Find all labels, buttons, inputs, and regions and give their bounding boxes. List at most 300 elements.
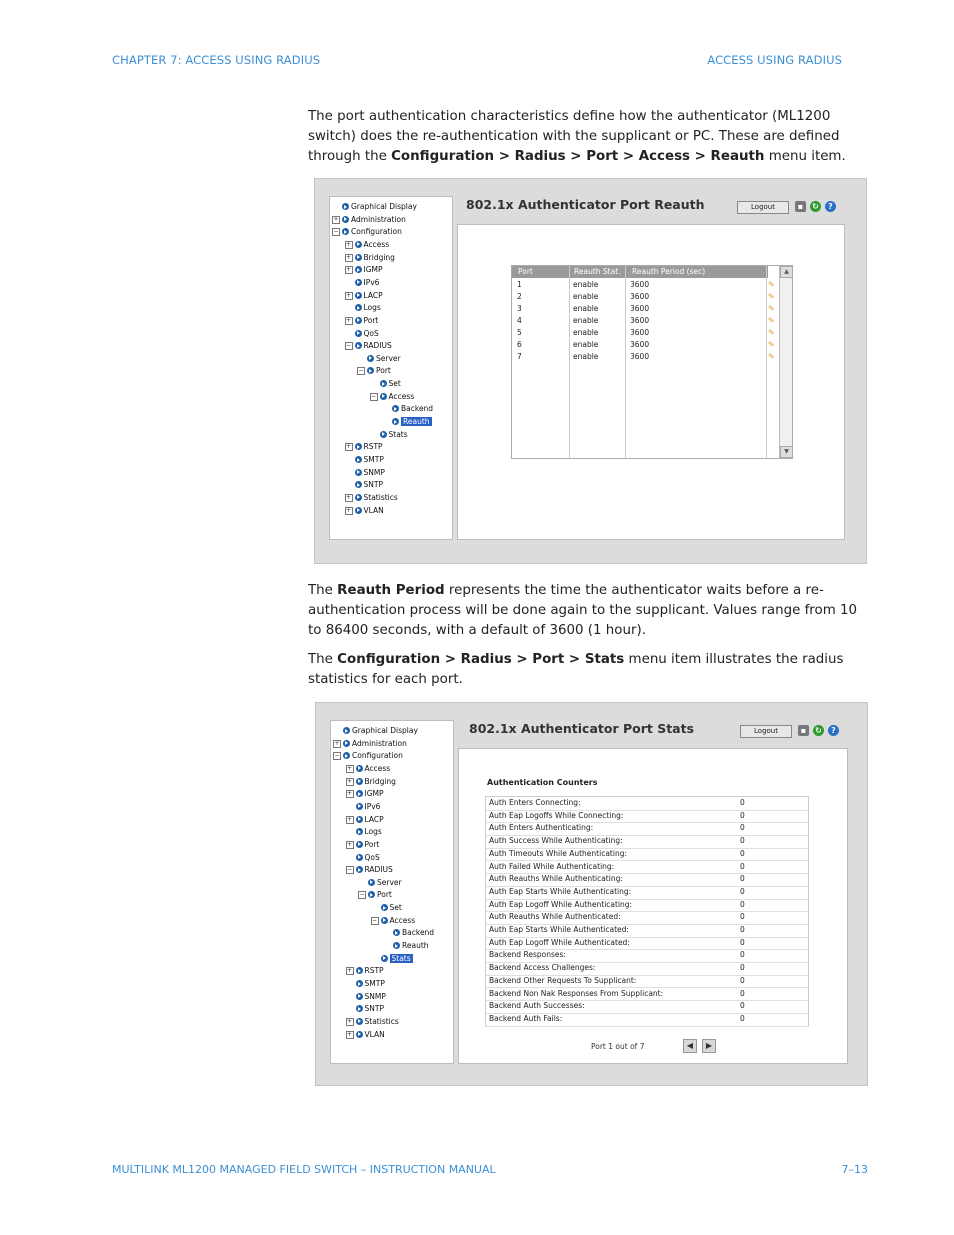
collapse-icon[interactable]: − <box>370 392 377 400</box>
counter-value: 0 <box>740 836 745 846</box>
collapse-icon[interactable]: − <box>346 866 353 874</box>
nav-item-label: Port <box>376 366 391 376</box>
node-arrow-icon <box>356 980 363 987</box>
edit-pencil-icon[interactable]: ✎ <box>768 304 775 313</box>
table-cell: 3600 <box>630 304 650 313</box>
nav-item[interactable] <box>355 328 379 340</box>
edit-pencil-icon[interactable]: ✎ <box>768 328 775 337</box>
counter-value: 0 <box>740 886 745 896</box>
nav-item-label: VLAN <box>364 1029 385 1039</box>
expand-icon[interactable]: + <box>345 443 352 451</box>
nav-item[interactable] <box>346 788 384 800</box>
expand-icon[interactable]: + <box>345 266 352 274</box>
expand-icon[interactable]: + <box>345 253 352 261</box>
nav-item[interactable] <box>334 738 407 750</box>
table-row <box>512 351 778 363</box>
table-cell: enable <box>573 340 599 349</box>
nav-item[interactable] <box>356 991 386 1003</box>
node-arrow-icon <box>355 469 362 476</box>
node-arrow-icon <box>355 507 362 514</box>
collapse-icon[interactable]: − <box>334 752 340 760</box>
node-arrow-icon <box>342 228 349 235</box>
nav-item[interactable] <box>355 454 384 466</box>
counter-label: Backend Other Requests To Supplicant: <box>489 975 637 985</box>
node-arrow-icon <box>393 929 400 936</box>
nav-item-label: Port <box>364 839 380 849</box>
expand-icon[interactable]: + <box>346 967 353 975</box>
node-arrow-icon <box>343 727 350 734</box>
counter-row <box>486 911 808 925</box>
scroll-down-icon[interactable]: ▼ <box>780 446 793 458</box>
nav-item[interactable] <box>345 441 383 453</box>
counter-value: 0 <box>740 798 745 807</box>
nav-item[interactable] <box>345 264 383 276</box>
table-row <box>512 279 778 291</box>
nav-item[interactable] <box>356 1003 384 1015</box>
nav-item-label: Reauth <box>402 941 429 951</box>
nav-item-label: Backend <box>402 928 435 938</box>
nav-item[interactable] <box>392 416 432 428</box>
nav-item-label: IPv6 <box>363 277 380 287</box>
nav-item-label: Administration <box>352 738 407 748</box>
para3-menu-path: Configuration > Radius > Port > Stats <box>337 652 625 667</box>
node-arrow-icon <box>356 816 363 823</box>
counter-label: Backend Responses: <box>489 950 566 960</box>
nav-item-label: Stats <box>388 429 408 439</box>
nav-item[interactable] <box>380 429 408 441</box>
manual-footer: MULTILINK ML1200 MANAGED FIELD SWITCH – INSTRUCTION MANUAL <box>112 1163 496 1176</box>
col-reauth-period: Reauth Period (sec) <box>632 267 706 276</box>
edit-pencil-icon[interactable]: ✎ <box>768 292 775 301</box>
help-icon[interactable]: ? <box>828 725 839 736</box>
table-row <box>512 291 778 303</box>
nav-item[interactable] <box>346 839 380 851</box>
table-cell: enable <box>573 280 599 289</box>
para1-text-1: The port authentication characteristics define how the authenticator (ML1200 switch) does the re-authentication with the supplicant or PC. These are defined through the <box>308 109 840 164</box>
counter-row <box>486 899 808 913</box>
nav-item[interactable] <box>345 340 392 352</box>
expand-icon[interactable]: + <box>346 1017 353 1025</box>
nav-item[interactable] <box>345 290 383 302</box>
node-arrow-icon <box>355 494 362 501</box>
nav-item-label: Configuration <box>351 227 402 237</box>
counter-label: Backend Auth Successes: <box>489 1001 585 1011</box>
nav-item-label: Backend <box>401 404 434 414</box>
nav-item[interactable] <box>381 953 413 965</box>
intro-paragraph <box>308 107 870 167</box>
expand-icon[interactable]: + <box>345 493 352 501</box>
nav-item[interactable] <box>333 226 402 238</box>
node-arrow-icon <box>367 355 374 362</box>
counter-label: Auth Eap Starts While Authenticated: <box>489 925 629 934</box>
node-arrow-icon <box>355 254 362 261</box>
pager-text: Port 1 out of 7 <box>591 1042 645 1051</box>
nav-item-label: RADIUS <box>364 865 393 875</box>
counter-label: Auth Eap Logoff While Authenticating: <box>489 899 633 909</box>
counter-label: Backend Auth Fails: <box>489 1013 563 1023</box>
expand-icon[interactable]: + <box>345 316 352 324</box>
nav-item-label: VLAN <box>363 505 384 515</box>
table-scrollbar[interactable] <box>779 266 792 458</box>
edit-pencil-icon[interactable]: ✎ <box>768 280 775 289</box>
counter-label: Auth Eap Starts While Authenticating: <box>489 886 632 896</box>
expand-icon[interactable]: + <box>334 739 340 747</box>
table-cell: enable <box>573 352 599 361</box>
nav-tree <box>330 720 454 1064</box>
nav-item[interactable] <box>370 391 415 403</box>
counter-value: 0 <box>740 912 745 922</box>
nav-item-label: SMTP <box>364 979 385 988</box>
prev-port-button[interactable]: ◀ <box>683 1039 697 1053</box>
nav-item-label: LACP <box>364 814 384 824</box>
nav-item[interactable] <box>355 479 383 491</box>
counter-row <box>486 873 808 887</box>
counter-label: Auth Enters Authenticating: <box>489 823 594 833</box>
node-arrow-icon <box>392 418 399 425</box>
table-cell: enable <box>573 304 599 313</box>
collapse-icon[interactable]: − <box>333 228 339 236</box>
nav-item-label: Port <box>363 315 379 325</box>
expand-icon[interactable]: + <box>346 840 353 848</box>
node-arrow-icon <box>342 203 349 210</box>
page-title: 802.1x Authenticator Port Stats <box>469 721 695 736</box>
node-arrow-icon <box>342 216 349 223</box>
counter-row <box>486 924 808 938</box>
scroll-up-icon[interactable]: ▲ <box>780 266 793 278</box>
nav-item-label: Set <box>388 379 401 389</box>
node-arrow-icon <box>381 917 388 924</box>
nav-item-label: RSTP <box>364 966 384 976</box>
nav-item[interactable] <box>356 826 382 838</box>
nav-item[interactable] <box>355 467 385 479</box>
para1-text-2: menu item. <box>764 149 846 164</box>
nav-item-label: Server <box>376 353 401 363</box>
nav-item-label: Configuration <box>352 751 403 761</box>
nav-item[interactable] <box>346 763 391 775</box>
node-arrow-icon <box>355 279 362 286</box>
nav-item[interactable] <box>356 852 380 864</box>
counter-label: Auth Reauths While Authenticating: <box>489 874 623 884</box>
counter-row <box>486 848 808 862</box>
nav-item[interactable] <box>359 889 392 901</box>
nav-item-label: Server <box>377 877 402 887</box>
counter-value: 0 <box>740 848 745 858</box>
counter-row <box>486 822 808 836</box>
nav-item[interactable] <box>346 864 393 876</box>
nav-item-label: Graphical Display <box>352 726 418 735</box>
edit-pencil-icon[interactable]: ✎ <box>768 340 775 349</box>
node-arrow-icon <box>355 443 362 450</box>
nav-item[interactable] <box>356 978 385 990</box>
main-panel <box>457 224 845 540</box>
nav-item[interactable] <box>342 201 417 213</box>
refresh-icon[interactable]: ↻ <box>813 725 824 736</box>
para2-text-1: The <box>308 583 338 598</box>
nav-item-label: Bridging <box>364 776 396 786</box>
node-arrow-icon <box>355 304 362 311</box>
counter-value: 0 <box>740 1013 745 1023</box>
main-panel <box>458 748 848 1064</box>
table-row <box>512 327 778 339</box>
nav-item-label: Port <box>377 890 392 900</box>
nav-item-label: Stats <box>391 953 411 963</box>
collapse-icon[interactable]: − <box>345 342 352 350</box>
edit-pencil-icon[interactable]: ✎ <box>768 352 775 361</box>
nav-item[interactable] <box>355 302 381 314</box>
counter-value: 0 <box>740 937 745 947</box>
page-title: 802.1x Authenticator Port Reauth <box>466 197 705 212</box>
counter-value: 0 <box>740 925 745 934</box>
node-arrow-icon <box>356 967 363 974</box>
table-cell: 3600 <box>630 292 650 301</box>
counter-row <box>486 975 808 989</box>
nav-item[interactable] <box>380 378 401 390</box>
node-arrow-icon <box>368 879 375 886</box>
nav-item-label: Bridging <box>363 252 395 262</box>
node-arrow-icon <box>356 1005 363 1012</box>
counter-label: Auth Reauths While Authenticated: <box>489 912 621 922</box>
counter-value: 0 <box>740 1001 745 1011</box>
nav-item[interactable] <box>368 877 402 889</box>
nav-item-label: Graphical Display <box>351 202 417 211</box>
node-arrow-icon <box>356 765 363 772</box>
counter-row <box>486 835 808 849</box>
section-header: ACCESS USING RADIUS <box>707 53 842 67</box>
nav-item-label: IGMP <box>364 789 384 799</box>
counter-row <box>486 810 808 824</box>
nav-item-label: RADIUS <box>363 341 392 351</box>
node-arrow-icon <box>392 405 399 412</box>
node-arrow-icon <box>356 828 363 835</box>
node-arrow-icon <box>356 1031 363 1038</box>
node-arrow-icon <box>367 367 374 374</box>
nav-item-label: Access <box>364 763 391 773</box>
counter-row <box>486 886 808 900</box>
counter-row <box>486 1000 808 1014</box>
table-cell: 7 <box>517 352 522 361</box>
nav-item-label: Set <box>389 903 402 913</box>
counter-value: 0 <box>740 899 745 909</box>
nav-item[interactable] <box>345 492 398 504</box>
nav-item-label: SNTP <box>364 1004 384 1014</box>
logout-button[interactable]: Logout <box>737 201 789 214</box>
reauth-screenshot <box>314 178 867 564</box>
nav-item-label: LACP <box>363 290 383 300</box>
help-icon[interactable]: ? <box>825 201 836 212</box>
table-cell: enable <box>573 328 599 337</box>
collapse-icon[interactable]: − <box>371 916 378 924</box>
collapse-icon[interactable]: − <box>359 891 365 899</box>
nav-item[interactable] <box>346 814 384 826</box>
nav-item[interactable] <box>334 750 403 762</box>
next-port-button[interactable]: ▶ <box>702 1039 716 1053</box>
nav-item-label: Administration <box>351 214 406 224</box>
node-arrow-icon <box>380 380 387 387</box>
counter-label: Backend Access Challenges: <box>489 963 596 973</box>
counter-value: 0 <box>740 963 745 973</box>
counter-value: 0 <box>740 988 745 998</box>
nav-item[interactable] <box>345 315 379 327</box>
table-cell: enable <box>573 292 599 301</box>
table-cell: 3600 <box>630 352 650 361</box>
nav-item-label: SMTP <box>363 455 384 464</box>
stats-screenshot <box>315 702 868 1086</box>
reauth-period-paragraph <box>308 581 870 641</box>
counter-value: 0 <box>740 823 745 833</box>
nav-item[interactable] <box>346 965 384 977</box>
para1-menu-path: Configuration > Radius > Port > Access > Reauth <box>391 149 765 164</box>
nav-item-label: QoS <box>364 852 380 862</box>
table-cell: 3600 <box>630 340 650 349</box>
table-cell: enable <box>573 316 599 325</box>
counter-label: Auth Enters Connecting: <box>489 798 581 807</box>
nav-item-label: Access <box>389 915 416 925</box>
expand-icon[interactable]: + <box>345 506 352 514</box>
nav-item[interactable] <box>345 505 384 517</box>
counter-value: 0 <box>740 950 745 960</box>
counters-title: Authentication Counters <box>487 778 598 787</box>
nav-item[interactable] <box>393 927 434 939</box>
expand-icon[interactable]: + <box>346 790 353 798</box>
expand-icon[interactable]: + <box>333 215 339 223</box>
chapter-header: CHAPTER 7: ACCESS USING RADIUS <box>112 53 321 67</box>
nav-item-label: SNMP <box>363 467 385 477</box>
node-arrow-icon <box>356 866 363 873</box>
nav-item[interactable] <box>346 1016 399 1028</box>
table-row <box>512 303 778 315</box>
save-icon[interactable]: ▪ <box>798 725 809 736</box>
logout-button[interactable]: Logout <box>740 725 792 738</box>
table-cell: 2 <box>517 292 522 301</box>
expand-icon[interactable]: + <box>345 291 352 299</box>
counter-value: 0 <box>740 861 745 871</box>
nav-item[interactable] <box>355 277 380 289</box>
node-arrow-icon <box>355 317 362 324</box>
nav-item-label: Logs <box>363 303 381 313</box>
node-arrow-icon <box>356 854 363 861</box>
counter-row <box>486 797 808 811</box>
node-arrow-icon <box>356 803 363 810</box>
nav-item[interactable] <box>367 353 401 365</box>
table-row <box>512 315 778 327</box>
counter-label: Auth Timeouts While Authenticating: <box>489 848 627 858</box>
para2-text-2: represents the time the authenticator waits before a re-authentication process will be done again to the supplicant. Values range from 10 to 86400 seconds, with a default of 3600 (1 hour). <box>308 583 858 638</box>
counter-row <box>486 949 808 963</box>
node-arrow-icon <box>380 393 387 400</box>
expand-icon[interactable]: + <box>346 764 353 772</box>
node-arrow-icon <box>356 993 363 1000</box>
nav-tree <box>329 196 453 540</box>
node-arrow-icon <box>343 740 350 747</box>
para3-text-2: menu item illustrates the radius statistics for each port. <box>308 652 844 687</box>
table-row <box>512 339 778 351</box>
node-arrow-icon <box>355 292 362 299</box>
counter-row <box>486 1013 808 1027</box>
expand-icon[interactable]: + <box>346 1030 353 1038</box>
table-cell: 3600 <box>630 316 650 325</box>
node-arrow-icon <box>381 904 388 911</box>
node-arrow-icon <box>355 266 362 273</box>
node-arrow-icon <box>355 342 362 349</box>
counter-label: Auth Eap Logoff While Authenticated: <box>489 937 630 947</box>
nav-item[interactable] <box>381 902 402 914</box>
nav-item-label: RSTP <box>363 442 383 452</box>
nav-item[interactable] <box>333 214 406 226</box>
col-port: Port <box>518 267 533 276</box>
para2-term: Reauth Period <box>337 583 445 598</box>
node-arrow-icon <box>355 456 362 463</box>
nav-item-label: Logs <box>364 827 382 837</box>
counters-table <box>485 796 809 1027</box>
table-cell: 6 <box>517 340 522 349</box>
table-cell: 1 <box>517 280 522 289</box>
nav-item[interactable] <box>343 725 418 737</box>
stats-paragraph <box>308 650 870 690</box>
nav-item[interactable] <box>346 776 396 788</box>
node-arrow-icon <box>393 942 400 949</box>
collapse-icon[interactable]: − <box>358 367 364 375</box>
table-cell: 3600 <box>630 328 650 337</box>
nav-item-label: SNMP <box>364 991 386 1001</box>
node-arrow-icon <box>355 330 362 337</box>
nav-item-label: IGMP <box>363 265 383 275</box>
nav-item-label: Statistics <box>364 1016 399 1026</box>
node-arrow-icon <box>356 841 363 848</box>
counter-label: Auth Eap Logoffs While Connecting: <box>489 810 624 820</box>
nav-item[interactable] <box>358 365 391 377</box>
node-arrow-icon <box>356 790 363 797</box>
page-number: 7–13 <box>841 1163 868 1176</box>
expand-icon[interactable]: + <box>346 777 353 785</box>
nav-item[interactable] <box>346 1029 385 1041</box>
counter-value: 0 <box>740 975 745 985</box>
table-cell: 3 <box>517 304 522 313</box>
node-arrow-icon <box>356 1018 363 1025</box>
edit-pencil-icon[interactable]: ✎ <box>768 316 775 325</box>
nav-item[interactable] <box>392 403 433 415</box>
counter-label: Auth Failed While Authenticating: <box>489 861 615 871</box>
save-icon[interactable]: ▪ <box>795 201 806 212</box>
nav-item[interactable] <box>345 252 395 264</box>
nav-item-label: SNTP <box>363 480 383 490</box>
nav-item[interactable] <box>345 239 390 251</box>
node-arrow-icon <box>380 431 387 438</box>
counter-label: Backend Non Nak Responses From Supplicant: <box>489 988 664 998</box>
nav-item-label: IPv6 <box>364 801 381 811</box>
nav-item-label: Reauth <box>403 417 430 427</box>
counter-row <box>486 988 808 1002</box>
counter-value: 0 <box>740 874 745 884</box>
nav-item[interactable] <box>393 940 429 952</box>
nav-item[interactable] <box>371 915 416 927</box>
counter-row <box>486 861 808 875</box>
expand-icon[interactable]: + <box>346 815 353 823</box>
table-header <box>512 266 768 278</box>
expand-icon[interactable]: + <box>345 240 352 248</box>
reauth-table <box>511 265 793 459</box>
node-arrow-icon <box>356 778 363 785</box>
node-arrow-icon <box>355 481 362 488</box>
table-cell: 3600 <box>630 280 650 289</box>
counter-row <box>486 937 808 951</box>
refresh-icon[interactable]: ↻ <box>810 201 821 212</box>
table-cell: 5 <box>517 328 522 337</box>
nav-item-label: QoS <box>363 328 379 338</box>
nav-item[interactable] <box>356 801 381 813</box>
nav-item-label: Statistics <box>363 492 398 502</box>
node-arrow-icon <box>381 955 388 962</box>
table-cell: 4 <box>517 316 522 325</box>
